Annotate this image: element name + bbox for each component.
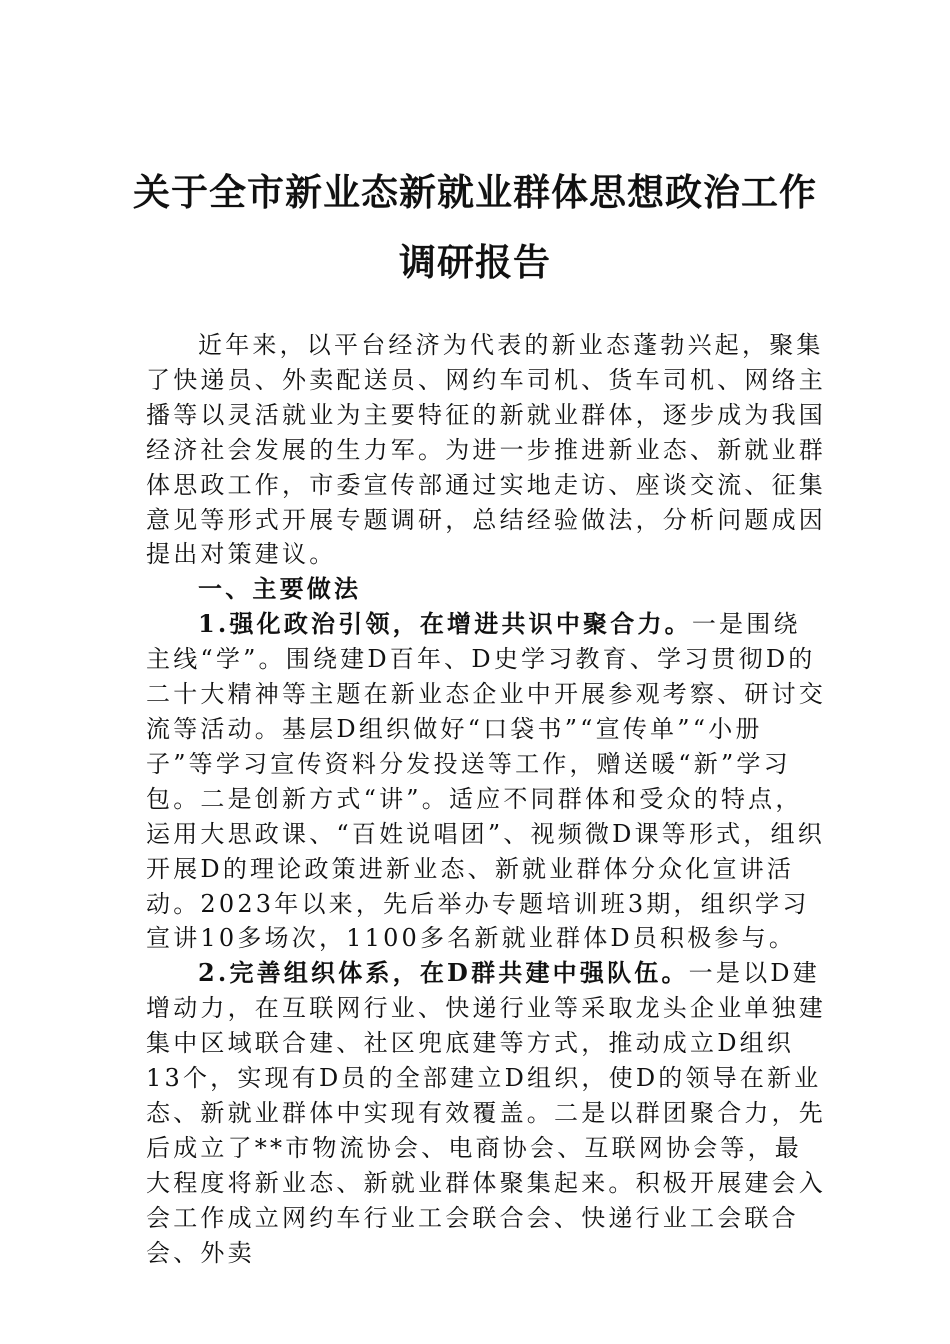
item-2-body: 一是以D建增动力，在互联网行业、快递行业等采取龙头企业单独建集中区域联合建、社区兜底建等方式，推动成立D组织13个，实现有D员的全部建立D组织，使D的领导在新业态、新就业群体中实现有效覆盖。二是以群团聚合力，先后成立了**市物流协会、电商协会、互联网协会等，最大程度将新业态、新就业群体聚集起来。积极开展建会入会工作成立网约车行业工会联合会、快递行业工会联合会、外卖 bbox=[146, 959, 826, 1267]
item-1-lead: 1.强化政治引领，在增进共识中聚合力。 bbox=[198, 609, 692, 639]
item-1-paragraph bbox=[146, 607, 826, 956]
section-1-heading: 一、主要做法 bbox=[198, 574, 362, 604]
document-title-line-2: 调研报告 bbox=[399, 240, 551, 284]
item-2-paragraph bbox=[146, 956, 826, 1270]
intro-paragraph: 近年来，以平台经济为代表的新业态蓬勃兴起，聚集了快递员、外卖配送员、网约车司机、货车司机、网络主播等以灵活就业为主要特征的新就业群体，逐步成为我国经济社会发展的生力军。为进一步推进新业态、新就业群体思政工作，市委宣传部通过实地走访、座谈交流、征集意见等形式开展专题调研，总结经验做法，分析问题成因提出对策建议。 bbox=[146, 331, 826, 569]
document-body bbox=[146, 328, 826, 1270]
item-2-lead: 2.完善组织体系，在D群共建中强队伍。 bbox=[198, 958, 689, 988]
item-1-body: 一是围绕主线“学”。围绕建D百年、D史学习教育、学习贯彻D的二十大精神等主题在新业态企业中开展参观考察、研讨交流等活动。基层D组织做好“口袋书”“宣传单”“小册子”等学习宣传资料分发投送等工作，赠送暖“新”学习包。二是创新方式“讲”。适应不同群体和受众的特点，运用大思政课、“百姓说唱团”、视频微D课等形式，组织开展D的理论政策进新业态、新就业群体分众化宣讲活动。2023年以来，先后举办专题培训班3期，组织学习宣讲10多场次，1100多名新就业群体D员积极参与。 bbox=[146, 610, 826, 953]
document-title-line-1: 关于全市新业态新就业群体思想政治工作 bbox=[133, 170, 817, 214]
